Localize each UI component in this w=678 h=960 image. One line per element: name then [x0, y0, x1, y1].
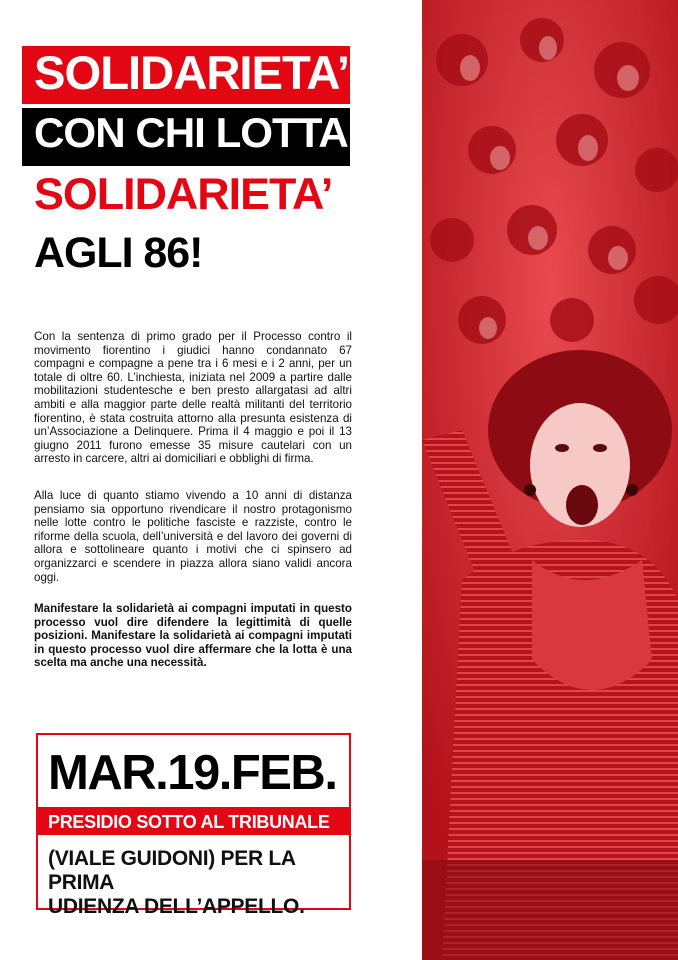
- headline-line-1: SOLIDARIETA’: [22, 46, 350, 104]
- event-subtitle: PRESIDIO SOTTO AL TRIBUNALE: [48, 812, 330, 832]
- event-location: [48, 847, 349, 919]
- event-box: [36, 733, 351, 918]
- event-subtitle-bar: [36, 807, 351, 835]
- body-paragraph-2: Alla luce di quanto stiamo vivendo a 10 anni di distanza pensiamo sia opportuno rivendicare il nostro protagonismo nelle lotte contro le politiche fasciste e razziste, contro le riforme della scuola, dell’università e del lavoro dei governi di allora e sottolineare quanto i motivi che ci spinsero ad organizzarci e scendere in piazza allora siano validi ancora oggi.: [34, 489, 352, 584]
- protest-photo: [422, 0, 678, 960]
- headline-line-4: AGLI 86!: [34, 229, 203, 277]
- headline-line-2: CON CHI LOTTA: [22, 108, 350, 166]
- event-location-line-1: (VIALE GUIDONI) PER LA PRIMA: [48, 847, 295, 894]
- event-location-line-2: UDIENZA DELL’APPELLO.: [48, 895, 305, 918]
- protest-photo-image: [422, 0, 678, 960]
- body-paragraph-3: Manifestare la solidarietà ai compagni imputati in questo processo vuol dire difendere la legittimità di quelle posizioni. Manifestare la solidarietà ai compagni imputati in questo processo vuol dire affermare che la lotta è una scelta ma anche una necessità.: [34, 602, 352, 670]
- event-date: MAR.19.FEB.: [48, 746, 337, 800]
- headline-line-3: SOLIDARIETA’: [34, 169, 333, 219]
- body-paragraph-1: Con la sentenza di primo grado per il Processo contro il movimento fiorentino i giudici hanno condannato 67 compagni e compagne a pene tra i 6 mesi e i 2 anni, per un totale di oltre 60. L’inchiesta, iniziata nel 2009 a partire dalle mobilitazioni studentesche e ben presto allargatasi ad altri ambiti e alla maggior parte delle realtà militanti del territorio fiorentino, è stata costruita attorno alla presunta esistenza di un’Associazione a Delinquere. Prima il 4 maggio e poi il 13 giugno 2011 furono emesse 35 misure cautelari con un arresto in carcere, altri ai domiciliari e obblighi di firma.: [34, 330, 352, 466]
